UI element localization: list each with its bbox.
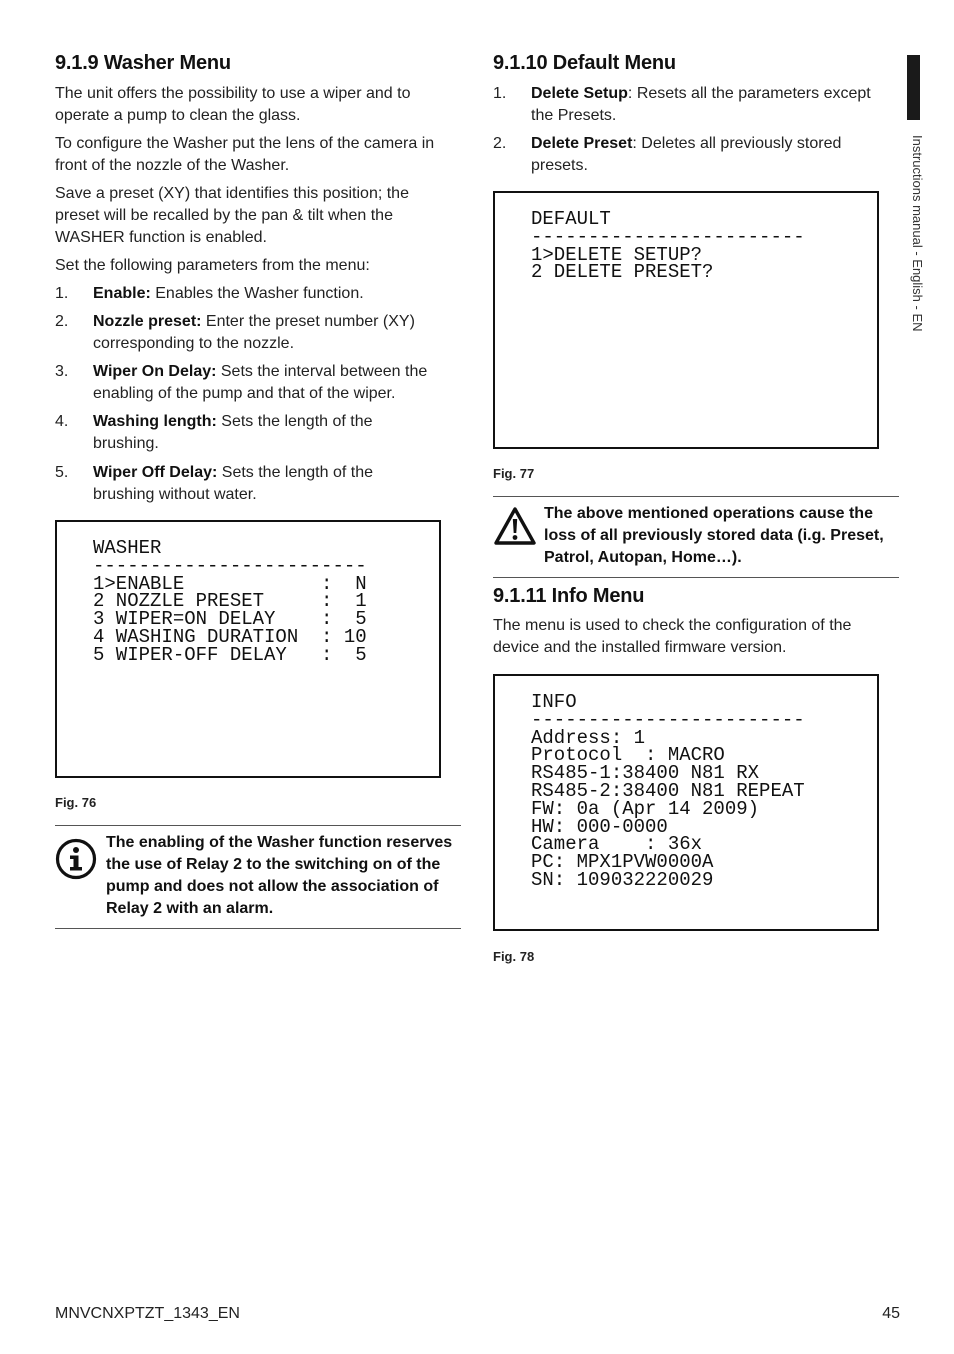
list-item (493, 83, 893, 127)
default-menu-heading: 9.1.10 Default Menu (493, 52, 676, 74)
list-description: Sets the interval between the enabling of the pump and that of the wiper. (93, 363, 428, 402)
washer-configure-paragraph: To configure the Washer put the lens of the camera in front of the nozzle of the Washer. (55, 135, 435, 174)
washer-screen-text: WASHER ------------------------ 1>ENABLE : N 2 NOZZLE PRESET : 1 3 WIPER=ON DELAY : 5 4 WASHING DURATION : 10 5 WIPER-OFF DELAY : 5 (93, 537, 367, 666)
list-term: Enable: (93, 285, 151, 302)
washer-menu-screen (55, 520, 441, 778)
list-description: : Deletes all previously stored presets. (531, 135, 842, 174)
list-number: 2. (493, 135, 507, 152)
warning-triangle-icon (493, 506, 537, 551)
washer-parameters-intro: Set the following parameters from the menu: (55, 257, 370, 274)
list-term: Washing length: (93, 413, 217, 430)
warning-note (493, 496, 899, 578)
default-screen-text: DEFAULT ------------------------ 1>DELETE SETUP? 2 DELETE PRESET? (531, 208, 805, 284)
side-label: Instructions manual - English - EN (910, 135, 925, 332)
info-menu-heading: 9.1.11 Info Menu (493, 585, 645, 607)
list-number: 5. (55, 464, 69, 481)
figure-caption: Fig. 78 (493, 949, 535, 964)
list-term: Wiper On Delay: (93, 363, 217, 380)
list-term: Wiper Off Delay: (93, 464, 218, 481)
list-number: 2. (55, 313, 69, 330)
list-item (55, 283, 465, 305)
list-term: Delete Setup (531, 85, 628, 102)
document-code: MNVCNXPTZT_1343_EN (55, 1305, 240, 1322)
section-tab-marker (907, 55, 920, 120)
info-menu-paragraph: The menu is used to check the configuration of the device and the installed firmware version. (493, 617, 852, 656)
washer-intro-paragraph: The unit offers the possibility to use a wiper and to operate a pump to clean the glass. (55, 85, 411, 124)
info-note (55, 825, 461, 929)
list-description: : Resets all the parameters except the Presets. (531, 85, 871, 124)
info-screen-text: INFO ------------------------ Address: 1 Protocol : MACRO RS485-1:38400 N81 RX RS485-2:38400 N81 REPEAT FW: 0a (Apr 14 2009) HW: 000-0000 Camera : 36x PC: MPX1PVW0000A SN: 109032220029 (531, 691, 805, 891)
figure-caption: Fig. 76 (55, 795, 97, 810)
list-number: 1. (55, 285, 69, 302)
washer-menu-heading: 9.1.9 Washer Menu (55, 52, 231, 74)
info-note-text: The enabling of the Washer function reserves the use of Relay 2 to the switching on of the pump and does not allow the association of Relay 2 with an alarm. (106, 834, 453, 917)
list-item (55, 411, 465, 455)
list-number: 3. (55, 363, 69, 380)
list-number: 1. (493, 85, 507, 102)
list-description: Enter the preset number (XY) corresponding to the nozzle. (93, 313, 415, 352)
list-term: Nozzle preset: (93, 313, 202, 330)
warning-note-text: The above mentioned operations cause the loss of all previously stored data (i.g. Preset, Patrol, Autopan, Home…). (544, 505, 884, 566)
list-description: Sets the length of the brushing. (93, 413, 373, 452)
list-description: Sets the length of the brushing without water. (93, 464, 373, 503)
default-menu-screen (493, 191, 879, 449)
list-item (55, 311, 465, 355)
list-number: 4. (55, 413, 69, 430)
list-term: Delete Preset (531, 135, 633, 152)
list-description: Enables the Washer function. (150, 285, 364, 302)
list-item (55, 361, 465, 405)
washer-preset-paragraph: Save a preset (XY) that identifies this position; the preset will be recalled by the pan & tilt when the WASHER function is enabled. (55, 185, 409, 246)
info-icon (55, 838, 97, 885)
info-menu-screen (493, 674, 879, 931)
page-number: 45 (882, 1305, 900, 1322)
list-item (55, 462, 465, 506)
figure-caption: Fig. 77 (493, 466, 535, 481)
list-item (493, 133, 893, 177)
